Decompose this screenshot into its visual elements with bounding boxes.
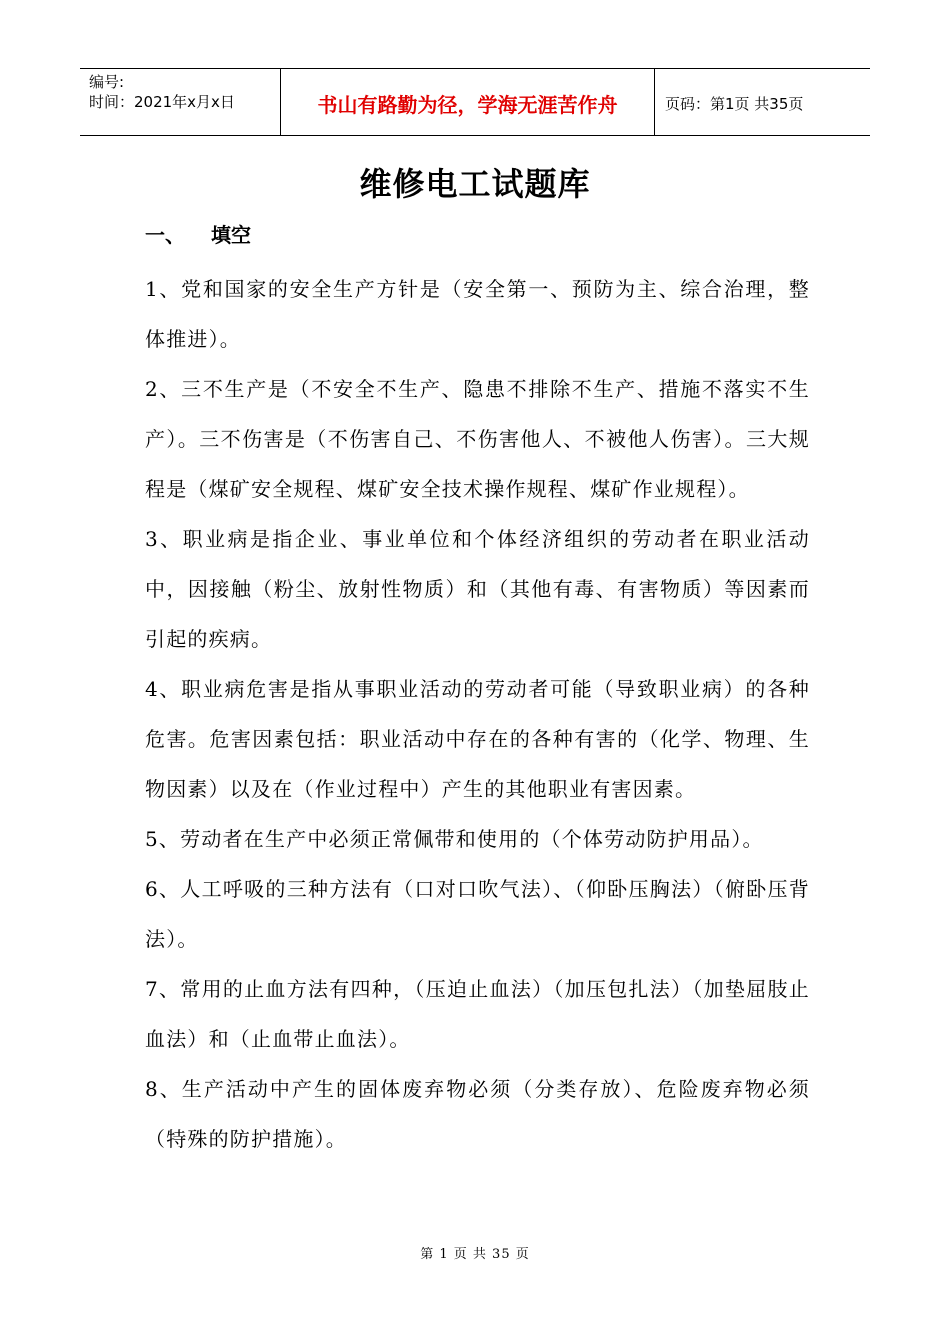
question-5: 5、劳动者在生产中必须正常佩带和使用的（个体劳动防护用品）。 (145, 827, 764, 851)
question-2: 2、三不生产是（不安全不生产、隐患不排除不生产、措施不落实不生产）。三不伤害是（不伤害自己、不伤害他人、不被他人伤害）。三大规程是（煤矿安全规程、煤矿安全技术操作规程、煤矿作业规程）。 (145, 377, 810, 501)
document-title: 维修电工试题库 (359, 165, 591, 203)
document-number-label: 编号: (89, 73, 125, 91)
question-6: 6、人工呼吸的三种方法有（口对口吹气法）、（仰卧压胸法）（俯卧压背法）。 (145, 877, 810, 951)
question-7: 7、常用的止血方法有四种，（压迫止血法）（加压包扎法）（加垫屈肢止血法）和（止血带止血法）。 (145, 977, 810, 1051)
page-footer: 第 1 页 共 35 页 (420, 1247, 530, 1262)
question-3: 3、职业病是指企业、事业单位和个体经济组织的劳动者在职业活动中，因接触（粉尘、放射性物质）和（其他有毒、有害物质）等因素而引起的疾病。 (145, 527, 810, 651)
section-heading (145, 220, 251, 250)
document-body (145, 264, 810, 1164)
page-header (80, 68, 870, 136)
question-1: 1、党和国家的安全生产方针是（安全第一、预防为主、综合治理，整体推进）。 (145, 277, 810, 351)
section-label: 填空 (211, 223, 251, 247)
section-number: 一、 (145, 223, 185, 247)
question-8: 8、生产活动中产生的固体废弃物必须（分类存放）、危险废弃物必须（特殊的防护措施）。 (145, 1077, 810, 1151)
header-meta (80, 69, 281, 135)
header-motto: 书山有路勤为径，学海无涯苦作舟 (281, 69, 655, 135)
document-date: 时间：2021年x月x日 (89, 93, 235, 111)
question-4: 4、职业病危害是指从事职业活动的劳动者可能（导致职业病）的各种危害。危害因素包括：职业活动中存在的各种有害的（化学、物理、生物因素）以及在（作业过程中）产生的其他职业有害因素。 (145, 677, 810, 801)
header-page-info: 页码：第1页 共35页 (665, 94, 804, 113)
